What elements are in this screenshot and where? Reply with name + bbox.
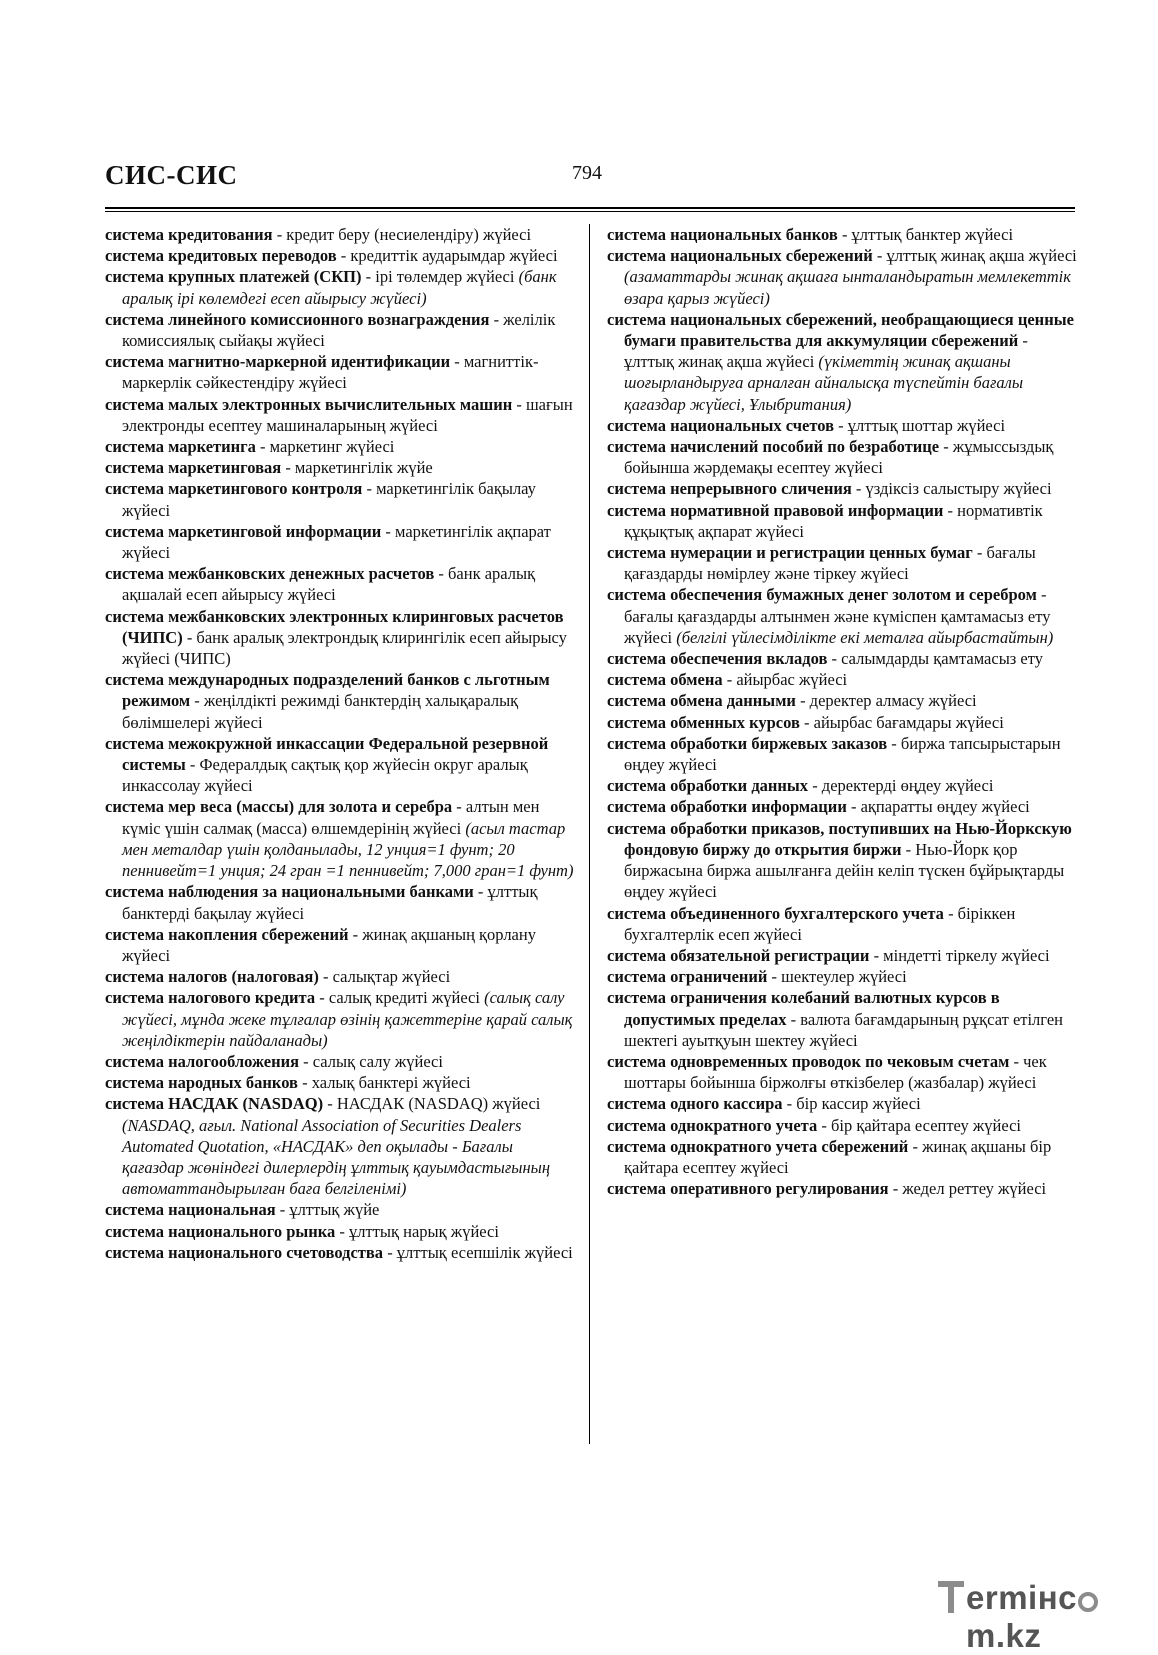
entry-term: система накопления сбережений: [105, 924, 349, 944]
dictionary-entry: [105, 606, 575, 670]
entry-definition: - маркетинг жүйесі: [255, 437, 395, 457]
dictionary-entry: [607, 542, 1077, 584]
entry-definition: - Нью-Йорк қор биржасына биржа ашылғанға дейін келіп түскен бұйрықтарды өңдеу жүйесі: [624, 839, 1065, 902]
dictionary-entry: [607, 415, 1077, 436]
dictionary-entry: [607, 1051, 1077, 1093]
entry-definition: - салықтар жүйесі: [318, 967, 451, 987]
dictionary-entry: [607, 690, 1077, 711]
entry-term: система маркетинговая: [105, 458, 282, 478]
watermark-mid: ermінc: [966, 1579, 1077, 1616]
dictionary-entry: [607, 309, 1077, 415]
entry-term: система крупных платежей (СКП): [105, 267, 362, 287]
entry-definition: - ұлттық шоттар жүйесі: [834, 415, 1006, 435]
entry-term: система национальных сбережений: [607, 246, 873, 266]
header-rule: [105, 207, 1075, 209]
entry-term: система обработки биржевых заказов: [607, 733, 888, 753]
dictionary-entry: [105, 796, 575, 881]
dictionary-entry: [105, 966, 575, 987]
dictionary-entry: [105, 1093, 575, 1199]
dictionary-entry: [105, 245, 575, 266]
entry-definition: - Федералдық сақтық қор жүйесін округ аралық инкассолау жүйесі: [122, 755, 528, 796]
dictionary-entry: [607, 478, 1077, 499]
entry-definition: - міндетті тіркелу жүйесі: [869, 945, 1050, 965]
dictionary-entry: [105, 1221, 575, 1242]
entry-definition: - жедел реттеу жүйесі: [888, 1179, 1047, 1199]
entry-term: система наблюдения за национальными банками: [105, 882, 474, 902]
entry-definition: - ұлттық банктерді бақылау жүйесі: [122, 882, 538, 923]
entry-term: система национального счетоводства: [105, 1242, 384, 1262]
dictionary-entry: [607, 500, 1077, 542]
entry-definition: - салымдарды қамтамасыз ету: [827, 649, 1044, 669]
entry-term: система оперативного регулирования: [607, 1179, 889, 1199]
watermark-text: [966, 1579, 1143, 1655]
entry-term: система ограничений: [607, 967, 768, 987]
dictionary-entry: [607, 775, 1077, 796]
entry-term: система обмена: [607, 670, 723, 690]
entry-term: система маркетинга: [105, 437, 256, 457]
entry-term: система национальных банков: [607, 225, 838, 244]
dictionary-entry: [105, 457, 575, 478]
entry-definition: - халық банктері жүйесі: [297, 1073, 471, 1093]
entry-term: система одного кассира: [607, 1094, 783, 1114]
header-word: СИС-СИС: [105, 160, 238, 190]
entry-definition: - ұлттық жинақ ақша жүйесі: [872, 246, 1077, 266]
dictionary-entry: [105, 266, 575, 308]
entry-definition: - банк аралық ақшалай есеп айырысу жүйесі: [122, 564, 536, 605]
entry-term: система непрерывного сличения: [607, 479, 852, 499]
entry-definition: - бір кассир жүйесі: [782, 1094, 921, 1114]
dictionary-entry: [607, 1093, 1077, 1114]
watermark-t-stem: [948, 1581, 954, 1613]
dictionary-entry: [105, 563, 575, 605]
entry-term: система народных банков: [105, 1073, 298, 1093]
entry-definition: - салық кредиті жүйесі: [315, 988, 485, 1008]
dictionary-entry: [105, 436, 575, 457]
entry-term: система начислений пособий по безработице: [607, 437, 940, 457]
entry-definition: - ұлттық нарық жүйесі: [335, 1221, 499, 1241]
entry-definition: - айырбас жүйесі: [722, 670, 848, 690]
entry-term: система обеспечения вкладов: [607, 649, 828, 669]
entry-definition: - бағалы қағаздарды нөмірлеу және тіркеу жүйесі: [624, 543, 1036, 584]
entry-definition: - желілік комиссиялық сыйақы жүйесі: [122, 309, 556, 351]
dictionary-entry: [105, 669, 575, 733]
entry-definition: - банк аралық электрондық клирингілік есеп айырысу жүйесі (ЧИПС): [122, 627, 567, 669]
entry-definition: - биржа тапсырыстарын өңдеу жүйесі: [624, 733, 1061, 775]
entry-term: система маркетингового контроля: [105, 479, 363, 499]
entry-term: система объединенного бухгалтерского учета: [607, 903, 944, 923]
dictionary-entry: [607, 245, 1077, 309]
entry-term: система международных подразделений банков с льготным режимом: [105, 670, 550, 711]
entry-note: (салық салу жүйесі, мұнда жеке тұлғалар өзінің қажеттеріне қарай салық жеңілдіктерін пайдаланады): [122, 988, 573, 1050]
left-column: [105, 224, 575, 1263]
entry-definition: - шектеулер жүйесі: [767, 967, 907, 987]
entry-definition: - бағалы қағаздарды алтынмен және күміспен қамтамасыз ету жүйесі: [624, 585, 1051, 647]
entry-term: система межокружной инкассации Федеральной резервной системы: [105, 733, 549, 775]
entry-note: (NASDAQ, ағыл. National Association of Securities Dealers Automated Quotation, «НАСДАК» деп оқылады - Бағалы қағаздар жөніндегі дилерлердің ұлттық қауымдастығының автоматтандырылған баға белгіленімі): [122, 1115, 551, 1199]
entry-definition: - алтын мен күміс үшін салмақ (масса) өлшемдерінің жүйесі: [122, 797, 540, 838]
entry-term: система обработки данных: [607, 776, 809, 796]
page-header: [105, 152, 1075, 212]
entry-term: система нормативной правовой информации: [607, 500, 944, 520]
dictionary-entry: [105, 924, 575, 966]
entry-definition: - біріккен бухгалтерлік есеп жүйесі: [624, 903, 1016, 944]
watermark-o-ring: [1078, 1592, 1098, 1612]
entry-definition: - нормативтік құқықтық ақпарат жүйесі: [624, 500, 1043, 541]
entry-definition: - маркетингілік жүйе: [281, 458, 433, 478]
entry-definition: - деректер алмасу жүйесі: [795, 691, 977, 711]
dictionary-entry: [105, 351, 575, 393]
entry-term: система налогового кредита: [105, 988, 316, 1008]
entry-term: система одновременных проводок по чековым счетам: [607, 1051, 1010, 1071]
entry-term: система магнитно-маркерной идентификации: [105, 352, 451, 372]
dictionary-entry: [105, 733, 575, 797]
entry-definition: - ұлттық жүйе: [275, 1200, 380, 1220]
entry-definition: - бір қайтара есептеу жүйесі: [817, 1115, 1021, 1135]
entry-term: система НАСДАК (NASDAQ): [105, 1094, 324, 1114]
entry-term: система налогообложения: [105, 1051, 300, 1071]
entry-definition: - деректерді өңдеу жүйесі: [808, 776, 994, 796]
entry-term: система национального рынка: [105, 1221, 336, 1241]
dictionary-entry: [105, 309, 575, 351]
entry-term: система нумерации и регистрации ценных бумаг: [607, 543, 973, 563]
entry-term: система национальных сбережений, необращающиеся ценные бумаги правительства для аккумуляции сбережений: [607, 309, 1074, 351]
entry-definition: - үздіксіз салыстыру жүйесі: [851, 479, 1052, 499]
dictionary-entry: [105, 881, 575, 923]
entry-definition: - жинақ ақшаның қорлану жүйесі: [122, 924, 536, 965]
dictionary-entry: [105, 1242, 575, 1263]
dictionary-entry: [607, 648, 1077, 669]
entry-note: (асыл тастар мен металдар үшін қолданылады, 12 унция=1 фунт; 20 пеннивейт=1 унция; 24 гран =1 пеннивейт; 7,000 гран=1 фунт): [122, 818, 574, 881]
dictionary-entry: [607, 903, 1077, 945]
dictionary-entry: [607, 584, 1077, 648]
entry-term: система маркетинговой информации: [105, 521, 382, 541]
entry-term: система межбанковских денежных расчетов: [105, 564, 435, 584]
entry-definition: - салық салу жүйесі: [299, 1051, 443, 1071]
entry-definition: - кредит беру (несиелендіру) жүйесі: [272, 225, 532, 244]
entry-definition: - айырбас бағамдары жүйесі: [799, 712, 1004, 732]
page-number: 794: [572, 162, 602, 184]
entry-definition: - ұлттық есепшілік жүйесі: [383, 1242, 573, 1262]
dictionary-entry: [105, 1051, 575, 1072]
entry-term: система кредитовых переводов: [105, 246, 337, 266]
dictionary-entry: [105, 394, 575, 436]
entry-definition: - ұлттық жинақ ақша жүйесі: [624, 331, 1028, 372]
entry-definition: - магниттік-маркерлік сәйкестендіру жүйесі: [122, 352, 539, 393]
entry-definition: - жеңілдікті режимді банктердің халықаралық бөлімшелері жүйесі: [122, 691, 519, 732]
entry-note: (белгілі үйлесімділікте екі металға айырбастайтын): [676, 627, 1054, 647]
right-column: [607, 224, 1077, 1199]
entry-term: система однократного учета сбережений: [607, 1136, 909, 1156]
entry-note: (үкіметтің жинақ ақшаны шоғырландыруға арналған айналысқа түспейтін бағалы қағаздар жүйесі, Ұлыбритания): [624, 352, 1024, 414]
entry-term: система обработки приказов, поступивших на Нью-Йоркскую фондовую биржу до открытия биржи: [607, 818, 1072, 859]
entry-definition: - чек шоттары бойынша біржолғы өткізбелер (жазбалар) жүйесі: [624, 1051, 1047, 1093]
entry-term: система однократного учета: [607, 1115, 818, 1135]
dictionary-entry: [607, 1136, 1077, 1178]
entry-term: система национальных счетов: [607, 415, 835, 435]
entry-note: (азаматтарды жинақ ақшаға ынталандыратын мемлекеттік өзара қарыз жүйесі): [624, 267, 1071, 308]
dictionary-entry: [607, 224, 1077, 245]
dictionary-entry: [105, 478, 575, 520]
entry-term: система межбанковских электронных клиринговых расчетов (ЧИПС): [105, 606, 564, 647]
entry-term: система малых электронных вычислительных машин: [105, 394, 513, 414]
dictionary-entry: [105, 224, 575, 245]
dictionary-entry: [607, 818, 1077, 903]
dictionary-entry: [607, 733, 1077, 775]
entry-definition: - ұлттық банктер жүйесі: [837, 225, 1014, 244]
entry-term: система национальная: [105, 1200, 276, 1220]
entry-term: система мер веса (массы) для золота и серебра: [105, 797, 453, 817]
dictionary-entry: [607, 945, 1077, 966]
dictionary-entry: [607, 669, 1077, 690]
entry-term: система обменных курсов: [607, 712, 800, 732]
entry-term: система обработки информации: [607, 797, 847, 817]
entry-term: система ограничения колебаний валютных курсов в допустимых пределах: [607, 988, 1000, 1029]
entry-definition: - ірі төлемдер жүйесі: [361, 267, 519, 287]
dictionary-entry: [105, 1072, 575, 1093]
dictionary-entry: [607, 1178, 1077, 1199]
terminkom-watermark: [938, 1577, 1143, 1654]
entry-term: система линейного комиссионного вознаграждения: [105, 309, 490, 329]
dictionary-entry: [607, 712, 1077, 733]
dictionary-entry: [607, 436, 1077, 478]
entry-definition: - НАСДАК (NASDAQ) жүйесі: [323, 1094, 541, 1114]
dictionary-entry: [607, 987, 1077, 1051]
entry-term: система кредитования: [105, 225, 273, 244]
entry-definition: - валюта бағамдарының рұқсат етілген шектегі ауытқуын шектеу жүйесі: [624, 1009, 1063, 1050]
column-divider: [589, 224, 590, 1444]
entry-term: система налогов (налоговая): [105, 967, 319, 987]
entry-definition: - жұмыссыздық бойынша жәрдемақы есептеу жүйесі: [624, 437, 1054, 478]
dictionary-entry: [105, 1199, 575, 1220]
entry-definition: - маркетингілік ақпарат жүйесі: [122, 521, 551, 563]
entry-term: система обмена данными: [607, 691, 796, 711]
dictionary-entry: [607, 966, 1077, 987]
entry-note: (банк аралық ірі көлемдегі есеп айырысу жүйесі): [122, 267, 557, 308]
entry-definition: - шағын электронды есептеу машиналарының жүйесі: [122, 394, 573, 435]
entry-term: система обязательной регистрации: [607, 945, 870, 965]
entry-definition: - жинақ ақшаны бір қайтара есептеу жүйесі: [624, 1136, 1052, 1177]
entry-definition: - маркетингілік бақылау жүйесі: [122, 479, 536, 520]
dictionary-entry: [105, 987, 575, 1051]
entry-definition: - ақпаратты өңдеу жүйесі: [846, 797, 1030, 817]
dictionary-entry: [607, 1115, 1077, 1136]
watermark-end: m.kz: [966, 1617, 1042, 1654]
entry-definition: - кредиттік аударымдар жүйесі: [336, 246, 558, 266]
header-rule-thin: [105, 211, 1075, 212]
entry-term: система обеспечения бумажных денег золотом и серебром: [607, 585, 1037, 605]
dictionary-entry: [105, 521, 575, 563]
dictionary-entry: [607, 796, 1077, 817]
